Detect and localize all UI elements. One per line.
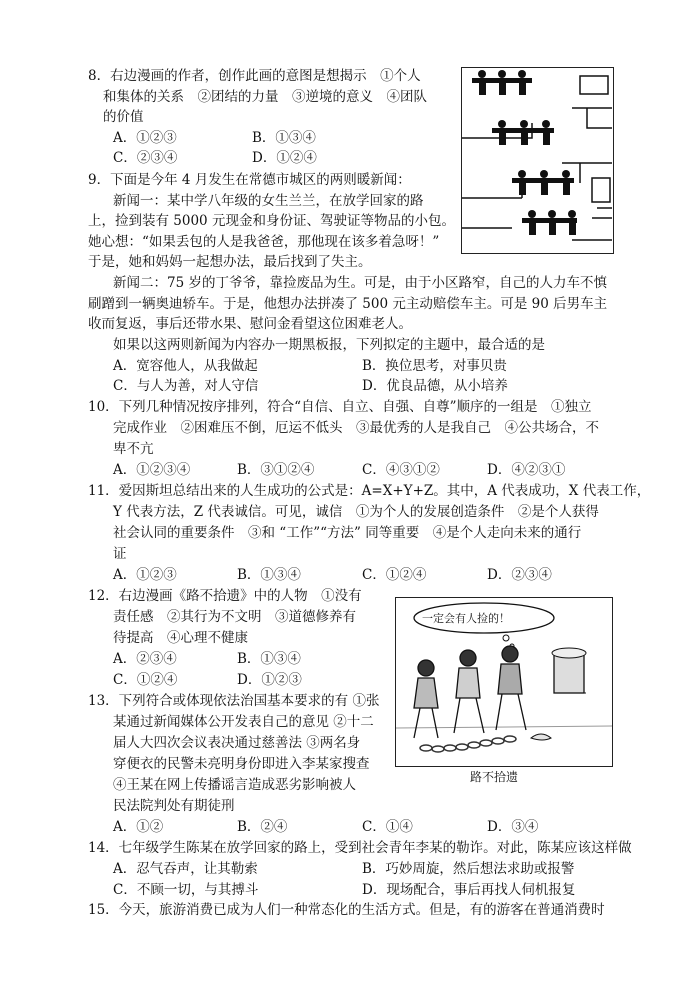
q15-line-1: 15．今天，旅游消费已成为人们一种常态化的生活方式。但是，有的游客在普通消费时 bbox=[88, 902, 605, 918]
q10-option-a: A．①②③④ bbox=[113, 462, 191, 478]
q9-option-d: D．优良品德，从小培养 bbox=[362, 378, 508, 394]
q12-line-2: 责任感 ②其行为不文明 ③道德修养有 bbox=[113, 609, 356, 625]
q13-line-3: 届人大四次会议表决通过慈善法 ③两名身 bbox=[113, 735, 361, 751]
q13-option-a: A．①② bbox=[113, 819, 164, 835]
q14-option-d: D．现场配合，事后再找人伺机报复 bbox=[362, 882, 576, 898]
bubble-text: 一定会有人捡的！ bbox=[422, 612, 510, 625]
q9-intro: 9．下面是今年 4 月发生在常德市城区的两则暖新闻： bbox=[88, 172, 411, 188]
q8-line-2: 和集体的关系 ②团结的力量 ③逆境的意义 ④团队 bbox=[103, 89, 427, 105]
q13-option-b: B．②④ bbox=[237, 819, 288, 835]
q8-option-d: D．①②④ bbox=[252, 150, 317, 166]
q11-line-2: Y 代表方法，Z 代表诚信。可见，诚信 ①为个人的发展创造条件 ②是个人获得 bbox=[113, 504, 599, 520]
q9-news1-line-2: 上，捡到装有 5000 元现金和身份证、驾驶证等物品的小包。 bbox=[88, 213, 455, 229]
q14-option-c: C．不顾一切，与其搏斗 bbox=[113, 882, 259, 898]
q11-option-b: B．①③④ bbox=[237, 567, 301, 583]
q8-option-a: A．①②③ bbox=[113, 130, 177, 146]
q9-news2-line-2: 刷蹭到一辆奥迪轿车。于是，他想办法拼凑了 500 元主动赔偿车主。可是 90 后男车主 bbox=[88, 296, 608, 312]
q13-line-4: 穿便衣的民警未亮明身份即进入李某家搜查 bbox=[113, 756, 370, 772]
q9-news2-line-1: 新闻二：75 岁的丁爷爷，靠捡废品为生。可是，由于小区路窄，自己的人力车不慎 bbox=[113, 275, 607, 291]
q12-option-c: C．①②④ bbox=[113, 672, 178, 688]
q11-line-1: 11．爱因斯坦总结出来的人生成功的公式是：A=X+Y+Z。其中，A 代表成功，X 代表工作， bbox=[88, 483, 651, 499]
q8-option-b: B．①③④ bbox=[252, 130, 316, 146]
q10-line-3: 卑不亢 bbox=[113, 441, 154, 457]
q11-line-4: 证 bbox=[113, 546, 127, 562]
q9-option-c: C．与人为善，对人守信 bbox=[113, 378, 259, 394]
q9-option-b: B．换位思考，对事贝贵 bbox=[362, 358, 507, 374]
q12-line-3: 待提高 ④心理不健康 bbox=[113, 630, 248, 646]
q13-line-6: 民法院判处有期徒刑 bbox=[113, 798, 235, 814]
q12-option-d: D．①②③ bbox=[237, 672, 302, 688]
litter-cartoon bbox=[395, 597, 613, 767]
q13-line-2: 某通过新闻媒体公开发表自己的意见 ②十二 bbox=[113, 714, 374, 730]
teamwork-cartoon bbox=[461, 67, 614, 254]
q8-option-c: C．②③④ bbox=[113, 150, 178, 166]
q8-line-3: 的价值 bbox=[103, 109, 144, 125]
q9-news1-line-3: 她心想：“如果丢包的人是我爸爸，那他现在该多着急呀！” bbox=[88, 234, 440, 250]
q13-option-d: D．③④ bbox=[487, 819, 539, 835]
q13-line-1: 13．下列符合或体现依法治国基本要求的有 ①张 bbox=[88, 693, 380, 709]
q10-option-b: B．③①②④ bbox=[237, 462, 315, 478]
q13-option-c: C．①④ bbox=[362, 819, 413, 835]
q9-news2-line-3: 收而复返，事后还带水果、慰问金看望这位困难老人。 bbox=[88, 316, 412, 332]
q11-line-3: 社会认同的重要条件 ③和 “工作”“方法” 同等重要 ④是个人走向未来的通行 bbox=[113, 525, 582, 541]
q10-line-1: 10．下列几种情况按序排列，符合“自信、自立、自强、自尊”顺序的一组是 ①独立 bbox=[88, 399, 592, 415]
teamwork-cartoon-drawing bbox=[462, 68, 613, 253]
q14-option-a: A．忍气吞声，让其勒索 bbox=[113, 861, 258, 877]
q14-line-1: 14．七年级学生陈某在放学回家的路上，受到社会青年李某的勒诈。对此，陈某应该这样做 bbox=[88, 840, 632, 856]
q13-line-5: ④王某在网上传播谣言造成恶劣影响被人 bbox=[113, 777, 356, 793]
q9-news1-line-1: 新闻一：某中学八年级的女生兰兰，在放学回家的路 bbox=[113, 193, 424, 209]
q8-line-1: 8．右边漫画的作者，创作此画的意图是想揭示 ①个人 bbox=[88, 68, 421, 84]
q10-line-2: 完成作业 ②困难压不倒，厄运不低头 ③最优秀的人是我自己 ④公共场合，不 bbox=[113, 420, 599, 436]
q9-question: 如果以这两则新闻为内容办一期黑板报，下列拟定的主题中，最合适的是 bbox=[113, 337, 545, 353]
q14-option-b: B．巧妙周旋，然后想法求助或报警 bbox=[362, 861, 575, 877]
q12-option-b: B．①③④ bbox=[237, 651, 301, 667]
q10-option-d: D．④②③① bbox=[487, 462, 566, 478]
q12-line-1: 12．右边漫画《路不拾遗》中的人物 ①没有 bbox=[88, 588, 362, 604]
q11-option-c: C．①②④ bbox=[362, 567, 427, 583]
q11-option-d: D．②③④ bbox=[487, 567, 552, 583]
q9-news1-line-4: 于是，她和妈妈一起想办法，最后找到了失主。 bbox=[88, 254, 372, 270]
q9-option-a: A．宽容他人，从我做起 bbox=[113, 358, 258, 374]
litter-cartoon-caption: 路不拾遗 bbox=[470, 770, 519, 784]
q11-option-a: A．①②③ bbox=[113, 567, 177, 583]
q10-option-c: C．④③①② bbox=[362, 462, 440, 478]
q12-option-a: A．②③④ bbox=[113, 651, 177, 667]
